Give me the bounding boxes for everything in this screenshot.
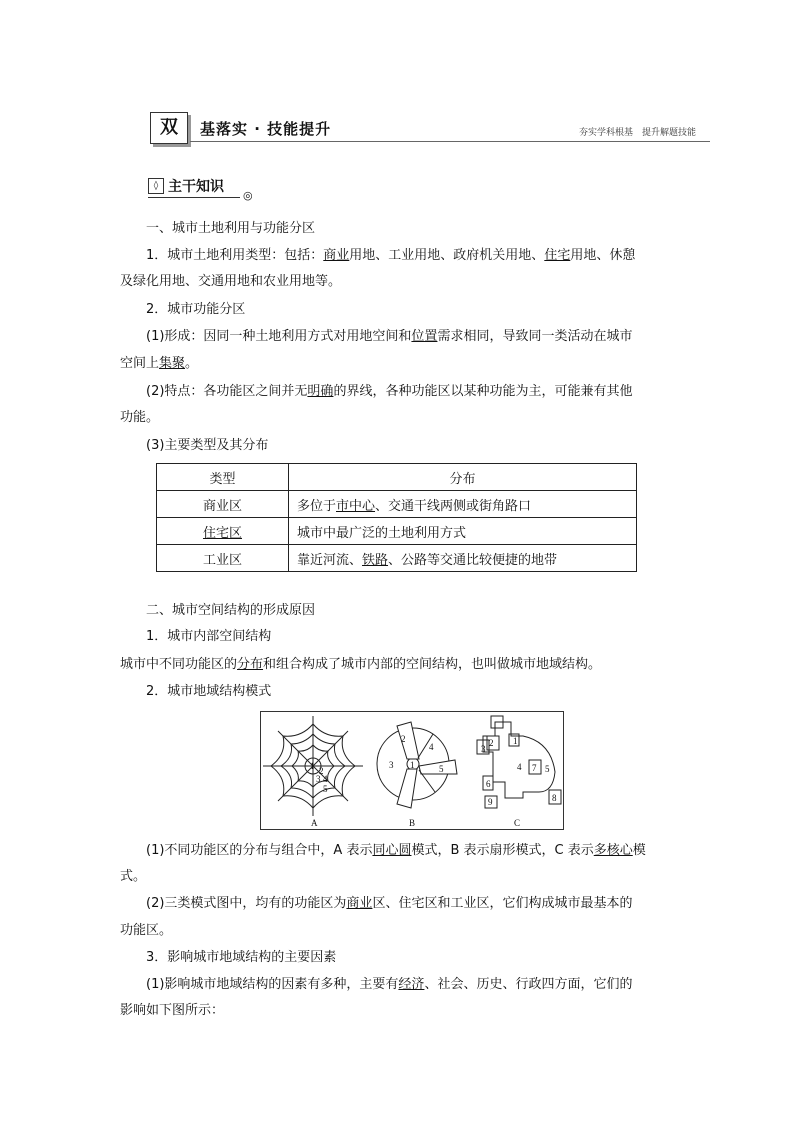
figure-label: C: [514, 818, 521, 828]
table-row: [157, 518, 637, 545]
text: 多位于: [297, 498, 337, 514]
text: 。: [185, 356, 199, 371]
header-line: [190, 141, 710, 142]
text: 空间上: [120, 356, 160, 371]
answer: 多核心: [593, 843, 633, 858]
table-cell: [157, 518, 289, 545]
para-line: (3)主要类型及其分布: [146, 438, 269, 453]
text: (2)特点：各功能区之间并无: [146, 384, 308, 399]
zone-label: 5: [323, 784, 328, 794]
answer: 集聚: [159, 356, 186, 371]
para-line: [146, 838, 706, 864]
text: 和组合构成了城市内部的空间结构，也叫做城市地域结构。: [263, 657, 602, 672]
para-line: 1．城市内部空间结构: [146, 629, 272, 644]
section-underline: [148, 197, 240, 198]
zone-label: 5: [545, 764, 550, 774]
para-line: [146, 379, 706, 405]
zone-label: 3: [389, 760, 394, 770]
header-box: 双: [150, 112, 188, 144]
para-line: 2．城市功能分区: [146, 302, 246, 317]
table-cell: 城市中最广泛的土地利用方式: [289, 518, 637, 545]
heading-1: 一、城市土地利用与功能分区: [146, 221, 316, 236]
para-line: 影响如下图所示：: [120, 1003, 225, 1018]
answer: 分布: [237, 657, 264, 672]
text: 1．城市土地利用类型：包括：: [146, 248, 324, 263]
text: 靠近河流、: [297, 552, 363, 568]
zone-label: 1: [410, 760, 415, 770]
table-header-row: [157, 464, 637, 491]
para-line: 2．城市地域结构模式: [146, 684, 272, 699]
para-line: [120, 652, 680, 678]
answer: 经济: [398, 977, 425, 992]
text: 、社会、历史、行政四方面，它们的: [424, 977, 633, 992]
zone-label: 4: [517, 762, 522, 772]
text: 、交通干线两侧或街角路口: [375, 498, 532, 514]
table-row: [157, 491, 637, 518]
zone-label: 8: [552, 793, 557, 803]
zone-label: 3: [481, 744, 486, 754]
text: (1)不同功能区的分布与组合中，A 表示: [146, 843, 373, 858]
figure-label: A: [311, 818, 318, 828]
para-line: [120, 351, 680, 377]
table-cell: 商业区: [157, 491, 289, 518]
zone-label: 7: [532, 763, 537, 773]
answer: 明确: [307, 384, 334, 399]
zone-label: 4: [429, 742, 434, 752]
city-structure-figure: [260, 711, 564, 830]
header-right-text: 夯实学科根基 提升解题技能: [578, 128, 696, 138]
text: 模式，B 表示扇形模式，C 表示: [411, 843, 594, 858]
ring-icon: ◎: [243, 189, 253, 202]
answer: 铁路: [362, 552, 389, 568]
text: 城市中不同功能区的: [120, 657, 238, 672]
text: 、公路等交通比较便捷的地带: [388, 552, 558, 568]
para-line: 功能区。: [120, 923, 173, 938]
zone-label: 1: [513, 736, 518, 746]
text: (1)影响城市地域结构的因素有多种，主要有: [146, 977, 399, 992]
zone-label: 6: [486, 779, 491, 789]
answer: 市中心: [336, 498, 376, 514]
text: 的界线，各种功能区以某种功能为主，可能兼有其他: [333, 384, 633, 399]
zone-label: 9: [488, 797, 493, 807]
text: (2)三类模式图中，均有的功能区为: [146, 896, 347, 911]
text: 用地、休憩: [570, 248, 636, 263]
zone-label: 5: [439, 764, 444, 774]
zone-table: [156, 463, 637, 572]
table-cell: 工业区: [157, 545, 289, 572]
text: 区、住宅区和工业区，它们构成城市最基本的: [372, 896, 633, 911]
zone-label: 2: [319, 766, 324, 776]
pen-icon: ◊: [148, 178, 164, 194]
answer: 位置: [411, 329, 438, 344]
heading-2: 二、城市空间结构的形成原因: [146, 603, 316, 618]
answer: 同心圆: [372, 843, 412, 858]
zone-label: 3: [316, 774, 321, 784]
table-row: [157, 545, 637, 572]
table-cell: [289, 491, 637, 518]
table-header: 类型: [157, 464, 289, 491]
para-line: [146, 891, 706, 917]
para-line: 式。: [120, 869, 147, 884]
answer: 商业: [323, 248, 350, 263]
para-line: 及绿化用地、交通用地和农业用地等。: [120, 274, 342, 289]
para-line: 功能。: [120, 410, 160, 425]
section-title: 主干知识: [168, 179, 224, 195]
text: 用地、工业用地、政府机关用地、: [349, 248, 545, 263]
answer: 商业: [346, 896, 373, 911]
zone-label: 4: [323, 774, 328, 784]
answer: 住宅: [544, 248, 571, 263]
para-line: [146, 972, 706, 998]
text: (1)形成：因同一种土地利用方式对用地空间和: [146, 329, 412, 344]
para-line: [146, 243, 706, 269]
text: 模: [632, 843, 646, 858]
figure-svg: [261, 712, 563, 829]
text: 需求相同，导致同一类活动在城市: [437, 329, 633, 344]
table-header: 分布: [289, 464, 637, 491]
zone-label: 2: [489, 738, 494, 748]
table-cell: [289, 545, 637, 572]
zone-label: 1: [310, 761, 315, 771]
zone-label: 2: [401, 734, 406, 744]
figure-label: B: [409, 818, 416, 828]
answer: 住宅区: [202, 525, 242, 541]
header-title: 基落实 · 技能提升: [200, 120, 332, 138]
para-line: 3．影响城市地域结构的主要因素: [146, 950, 337, 965]
para-line: [146, 324, 706, 350]
chapter-header: [150, 112, 710, 144]
